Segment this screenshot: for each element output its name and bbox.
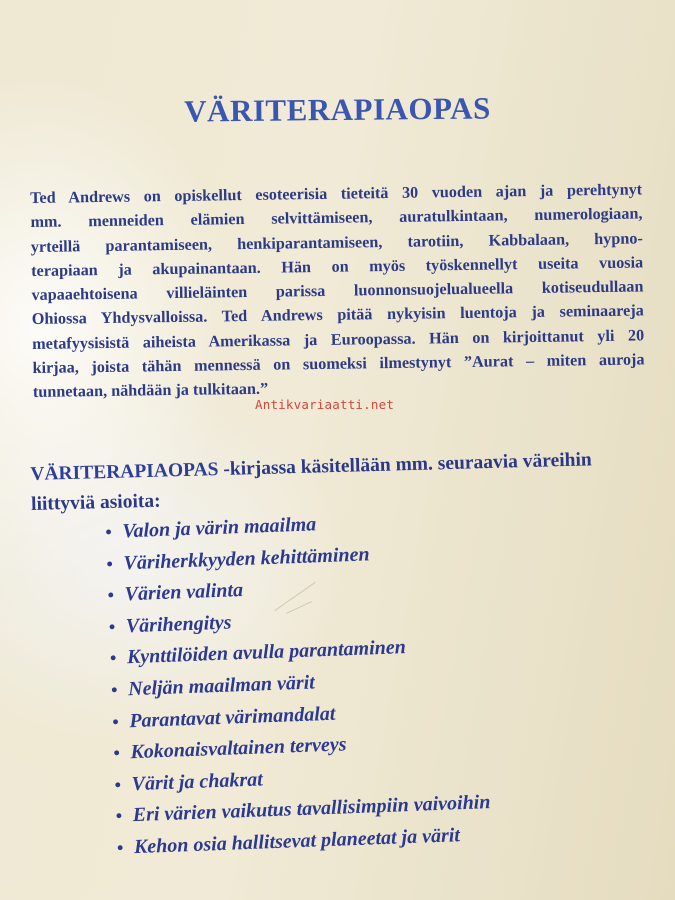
page-title: VÄRITERAPIAOPAS	[184, 90, 491, 129]
bio-line: vapaaehtoisena villieläinten parissa luonnonsuojelualueella kotiseudullaan	[31, 277, 644, 305]
bullet-icon: •	[111, 711, 120, 732]
topic-text: Neljän maailman värit	[127, 671, 316, 701]
bullet-icon: •	[113, 742, 121, 763]
topic-text: Parantavat värimandalat	[128, 702, 336, 732]
bio-line: Ted Andrews on opiskellut esoteerisia tieteitä 30 vuoden ajan ja perehtynyt	[30, 180, 643, 207]
bio-line: Ohiossa Yhdysvalloissa. Ted Andrews pitää nykyisin luentoja ja seminaareja	[31, 301, 644, 329]
bio-line: mm. menneiden elämien selvittämiseen, auratulkintaan, numerologiaan,	[30, 204, 643, 232]
bullet-icon: •	[106, 553, 114, 574]
topic-text: Väriherkkyyden kehittäminen	[123, 542, 370, 574]
topic-text: Kokonaisvaltainen terveys	[130, 733, 347, 764]
bullet-icon: •	[115, 805, 123, 827]
topics-lead-paragraph	[30, 444, 651, 520]
bio-line: yrteillä parantamiseen, henkiparantamiseen, tarotiin, Kabbalaan, hypno-	[30, 229, 643, 256]
topic-text: Värihengitys	[125, 611, 232, 638]
bio-line: kirjaa, joista tähän mennessä on suomeksi ilmestynyt ”Aurat – miten auroja	[32, 350, 645, 378]
topic-text: Valon ja värin maailma	[121, 513, 317, 543]
bullet-icon: •	[108, 616, 116, 637]
topic-text: Eri värien vaikutus tavallisimpiin vaivoihin	[132, 791, 491, 827]
author-bio-paragraph	[30, 177, 645, 404]
bullet-icon: •	[110, 679, 118, 700]
topic-text: Kehon osia hallitsevat planeetat ja värit	[133, 824, 461, 859]
bullet-icon: •	[109, 648, 117, 669]
topic-text: Värien valinta	[124, 579, 244, 606]
seller-watermark: Antikvariaatti.net	[255, 397, 395, 412]
bullet-icon: •	[107, 584, 115, 606]
topic-text: Kynttilöiden avulla parantaminen	[126, 636, 407, 669]
topic-list	[105, 507, 492, 868]
bio-line: terapiaan ja akupainantaan. Hän on myös työskennellyt useita vuosia	[31, 253, 644, 280]
lead-book-title: VÄRITERAPIAOPAS	[30, 459, 219, 485]
topic-text: Värit ja chakrat	[131, 768, 264, 795]
bullet-icon: •	[114, 774, 122, 795]
lead-text: -kirjassa käsitellään mm. seuraavia väreihin liittyviä asioita:	[30, 449, 593, 515]
bio-line: metafyysisistä aiheista Amerikassa ja Euroopassa. Hän on kirjoittanut yli 20	[32, 326, 645, 353]
bullet-icon: •	[105, 521, 113, 542]
bullet-icon: •	[116, 837, 124, 858]
bio-line: tunnetaan, nähdään ja tulkitaan.”	[32, 380, 269, 402]
